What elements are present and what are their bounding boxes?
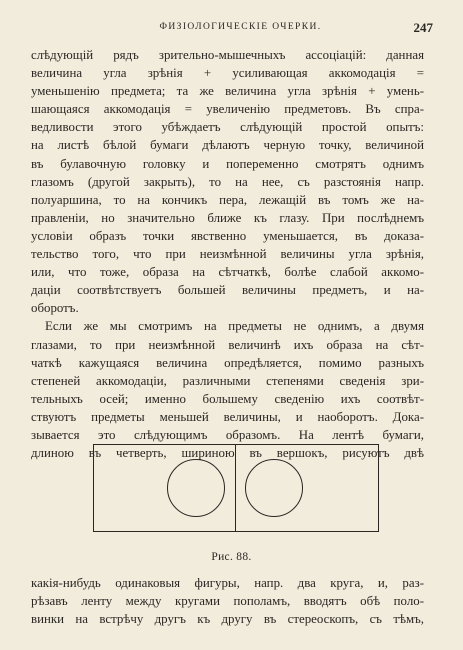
running-head: [48, 20, 433, 34]
figure-right-panel: [236, 445, 377, 531]
continuation-text: [31, 574, 424, 628]
text-line: ведливости этого убѣждаетъ слѣдующій простой опытъ:: [31, 120, 424, 135]
text-line: рѣзавъ ленту между кругами пополамъ, вводятъ обѣ поло-: [31, 594, 424, 609]
text-line: правленіи, но значительно ближе къ глазу. При послѣднемъ: [31, 210, 424, 225]
text-line: уменьшенію предмета; та же величина угла зрѣнія + умень-: [31, 84, 424, 99]
text-line: чаткѣ кажущаяся величина опредѣляется, помимо разныхъ: [31, 355, 424, 370]
text-line: или, что тоже, образа на сѣтчаткѣ, болѣе слабой аккомо-: [31, 265, 424, 280]
text-line: даціи соотвѣтствуетъ большей величины предметъ, и на-: [31, 283, 424, 298]
running-title: ФИЗІОЛОГИЧЕСКІЕ ОЧЕРКИ.: [159, 22, 322, 32]
text-line: зывается это слѣдующимъ образомъ. На лентѣ бумаги,: [31, 427, 424, 442]
stereo-figure: [93, 444, 379, 532]
body-text: [31, 46, 424, 462]
text-line: величина угла зрѣнія + усиливающая аккомодація =: [31, 66, 424, 81]
text-line: оборотъ.: [31, 301, 79, 316]
page-number: 247: [413, 20, 433, 35]
text-line: длиною въ четверть, шириною въ вершокъ, рисуютъ двѣ: [31, 446, 424, 461]
text-line: въ булавочную головку и попеременно смотрятъ однимъ: [31, 156, 424, 171]
text-line: степеней аккомодаціи, различными степенями сведенія зри-: [31, 373, 424, 388]
text-line: Если же мы смотримъ на предметы не однимъ, а двумя: [45, 319, 424, 334]
text-line: шающаяся аккомодація = увеличенію предметовъ. Въ спра-: [31, 102, 424, 117]
left-circle: [167, 459, 225, 517]
text-line: глазомъ (другой закрыть), то на нее, съ разстоянія напр.: [31, 174, 424, 189]
text-line: какія-нибудь одинаковыя фигуры, напр. два круга, и, раз-: [31, 576, 424, 590]
text-line: винки на встрѣчу другъ къ другу въ стереоскопъ, съ тѣмъ,: [31, 612, 424, 627]
text-line: ствуютъ предметы меньшей величины, и наоборотъ. Дока-: [31, 409, 424, 424]
text-line: условіи образъ точки явственно уменьшается, въ доказа-: [31, 228, 424, 243]
text-line: слѣдующій рядъ зрительно-мышечныхъ ассоціацій: данная: [31, 48, 424, 62]
text-line: тельныхъ осей; именно большему сведенію ихъ соотвѣт-: [31, 391, 424, 406]
right-circle: [245, 459, 303, 517]
figure-left-panel: [94, 445, 236, 531]
text-line: глазами, то при неизмѣнной величинѣ ихъ образа на сѣт-: [31, 337, 424, 352]
figure-caption: Рис. 88.: [211, 551, 252, 563]
text-line: полуаршина, то на кончикъ пера, лежащій въ томъ же на-: [31, 192, 424, 207]
text-line: тельство того, что при неизмѣнной величины угла зрѣнія,: [31, 247, 424, 262]
text-line: на листѣ бѣлой бумаги дѣлаютъ черную точку, величиной: [31, 138, 424, 153]
